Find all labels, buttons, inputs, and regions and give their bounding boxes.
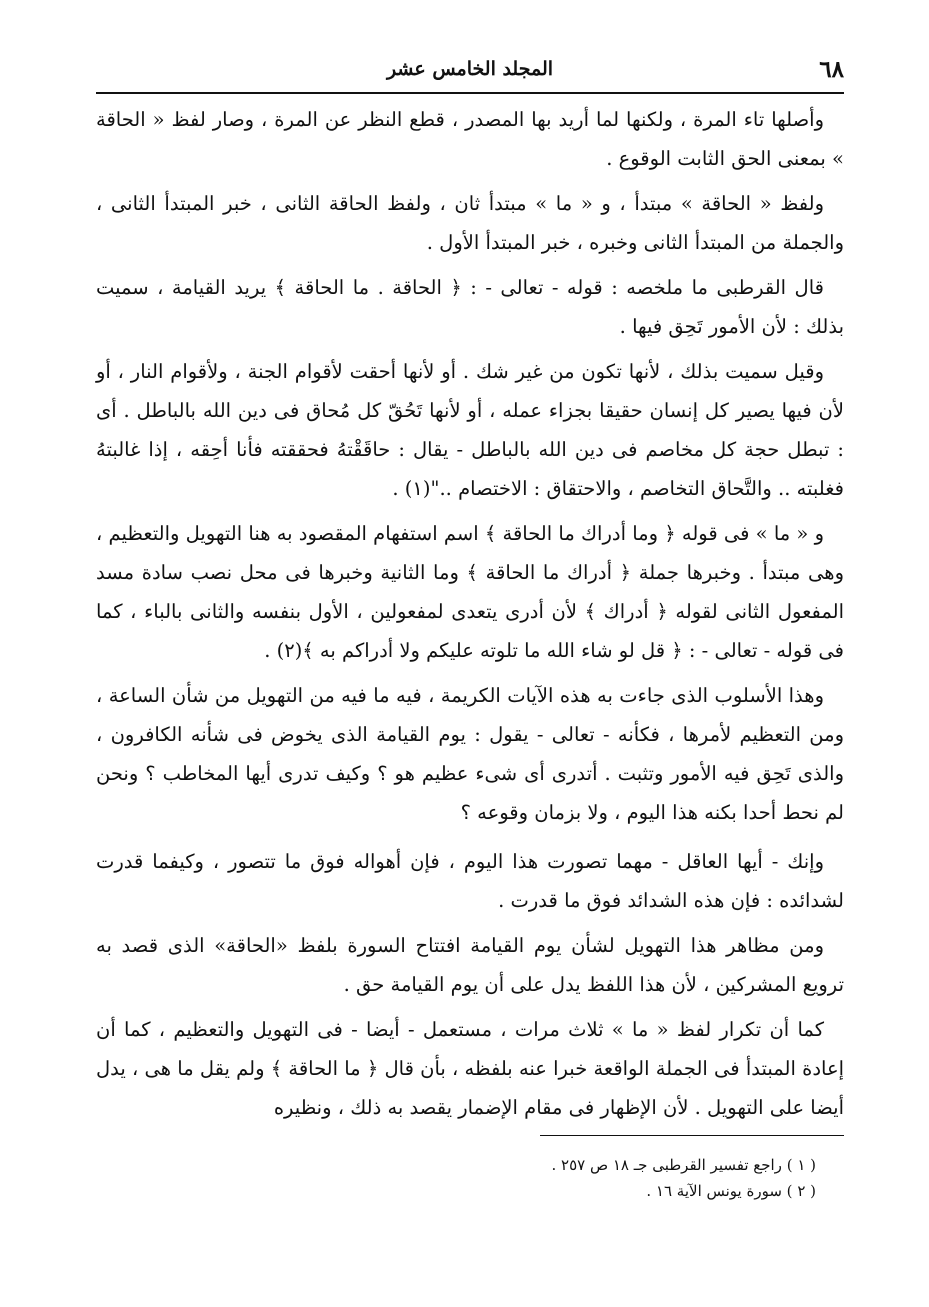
body-text [96,100,844,1133]
footnotes [96,1152,836,1204]
paragraph: و « ما » فى قوله ﴿ وما أدراك ما الحاقة ﴾ اسم استفهام المقصود به هنا التهويل والتعظيم ، وهى مبتدأ . وخبرها جملة ﴿ أدراك ما الحاقة ﴾ وما الثانية وخبرها فى محل نصب سادة مسد المفعول الثانى لقوله ﴿ أدراك ﴾ لأن أدرى يتعدى لمفعولين ، الأول بنفسه والثانى بالباء ، كما فى قوله - تعالى - : ﴿ قل لو شاء الله ما تلوته عليكم ولا أدراكم به ﴾(٢) . [96,522,844,662]
paragraph: ولفظ « الحاقة » مبتدأ ، و « ما » مبتدأ ثان ، ولفظ الحاقة الثانى ، خبر المبتدأ الثانى ، والجملة من المبتدأ الثانى وخبره ، خبر المبتدأ الأول . [96,192,844,254]
paragraph: كما أن تكرار لفظ « ما » ثلاث مرات ، مستعمل - أيضا - فى التهويل والتعظيم ، كما أن إعادة المبتدأ فى الجملة الواقعة خبرا عنه بلفظه ، بأن قال ﴿ ما الحاقة ﴾ ولم يقل ما هى ، يدل أيضا على التهويل . لأن الإظهار فى مقام الإضمار يقصد به ذلك ، ونظيره [96,1018,844,1119]
paragraph: قال القرطبى ما ملخصه : قوله - تعالى - : ﴿ الحاقة . ما الحاقة ﴾ يريد القيامة ، سميت بذلك : لأن الأمور تَحِق فيها . [96,276,844,338]
footnote-rule [540,1135,844,1136]
footnote: ( ١ ) راجع تفسير القرطبى جـ ١٨ ص ٢٥٧ . [551,1156,816,1174]
paragraph: وإنك - أيها العاقل - مهما تصورت هذا اليوم ، فإن أهواله فوق ما تتصور ، وكيفما قدرت لشدائده : فإن هذه الشدائد فوق ما قدرت . [96,850,844,912]
page-number: ٦٨ [819,56,844,83]
page-header [96,48,844,88]
footnote: ( ٢ ) سورة يونس الآية ١٦ . [646,1182,816,1200]
paragraph: وأصلها تاء المرة ، ولكنها لما أريد بها المصدر ، قطع النظر عن المرة ، وصار لفظ « الحاقة » بمعنى الحق الثابت الوقوع . [96,108,844,170]
paragraph: وقيل سميت بذلك ، لأنها تكون من غير شك . أو لأنها أحقت لأقوام الجنة ، ولأقوام النار ، أو لأن فيها يصير كل إنسان حقيقا بجزاء عمله ، أو لأنها تَحُقّ كل مُحاق فى دين الله بالباطل . أى : تبطل حجة كل مخاصم فى دين الله بالباطل - يقال : حاقَقْتهُ فحققته فأنا أحِقه ، إذا غالبتهُ فغلبته .. والتَّحاق التخاصم ، والاحتقاق : الاختصام .."(١) . [96,360,844,500]
paragraph: ومن مظاهر هذا التهويل لشأن يوم القيامة افتتاح السورة بلفظ «الحاقة» الذى قصد به ترويع المشركين ، لأن هذا اللفظ يدل على أن يوم القيامة حق . [96,934,844,996]
running-title: المجلد الخامس عشر [386,58,554,80]
header-rule [96,92,844,94]
paragraph: وهذا الأسلوب الذى جاءت به هذه الآيات الكريمة ، فيه ما فيه من التهويل من شأن الساعة ، ومن التعظيم لأمرها ، فكأنه - تعالى - يقول : يوم القيامة الذى يخوض فى شأنه الكافرون ، والذى تَحِق فيه الأمور وتثبت . أتدرى أى شىء عظيم هو ؟ وكيف تدرى أيها المخاطب ؟ ونحن لم نحط أحدا بكنه هذا اليوم ، ولا بزمان وقوعه ؟ [96,684,844,824]
